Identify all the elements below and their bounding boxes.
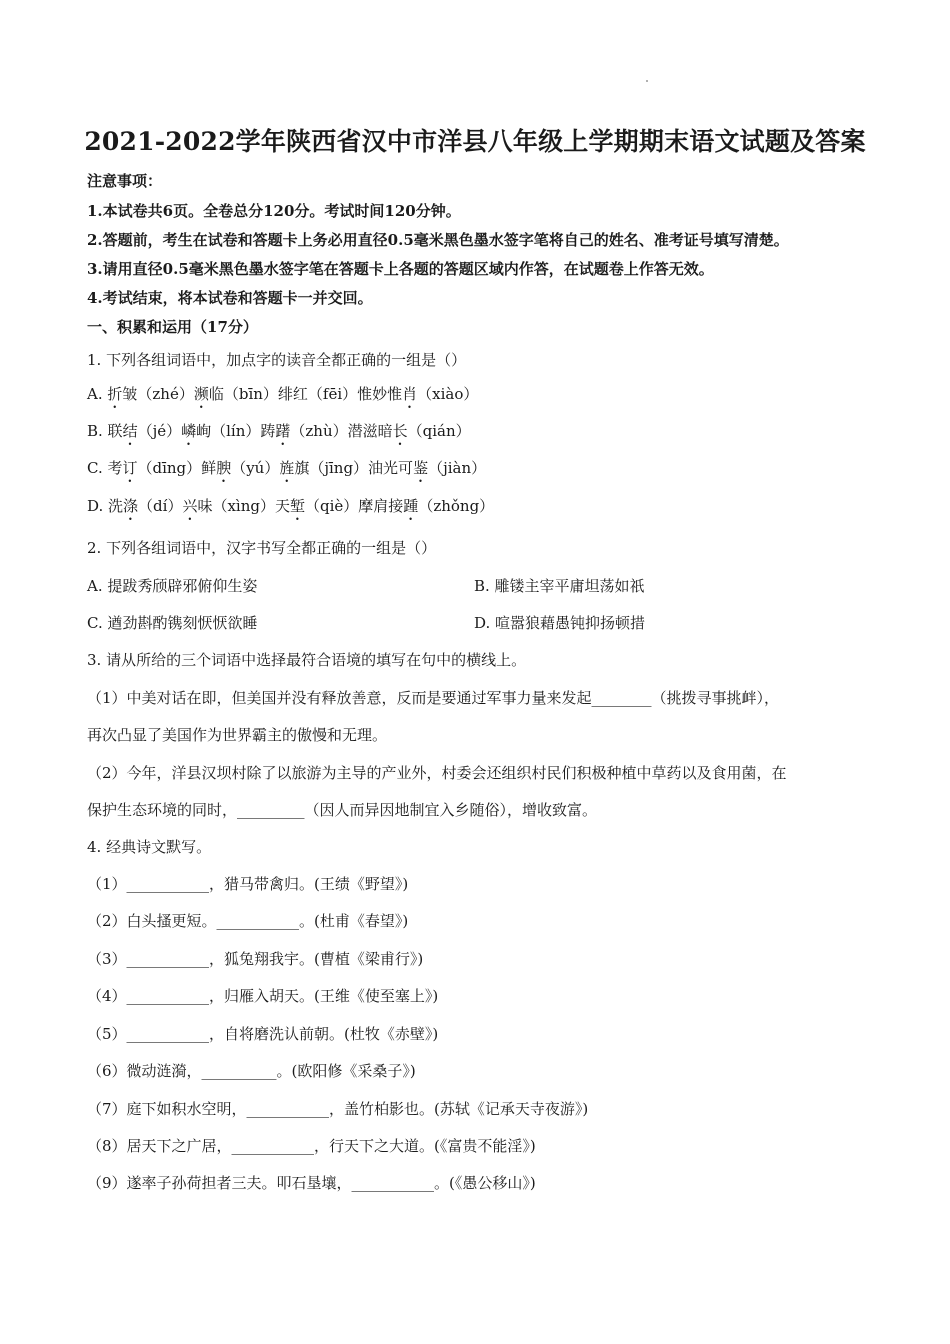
- question-1-option-a: A. 折皱（zhé）濒临（bīn）绯红（fēi）惟妙惟肖（xiào）: [87, 385, 479, 403]
- poem-fill-item: （4）___________，归雁入胡天。(王维《使至塞上》): [87, 987, 439, 1005]
- question-3-part-2-continued: 保护生态环境的同时，_________（因人而异因地制宜入乡随俗），增收致富。: [87, 801, 598, 819]
- question-2-option-c: C. 遒劲斟酌镌刻恹恹欲睡: [87, 614, 258, 632]
- notice-item: 3.请用直径0.5毫米黑色墨水签字笔在答题卡上各题的答题区域内作答，在试题卷上作答无效。: [87, 260, 714, 278]
- poem-fill-item: （7）庭下如积水空明，___________，盖竹柏影也。(苏轼《记承天寺夜游》): [87, 1100, 589, 1118]
- question-3-part-1-continued: 再次凸显了美国作为世界霸主的傲慢和无理。: [87, 726, 388, 744]
- poem-fill-item: （6）微动涟漪，__________。(欧阳修《采桑子》): [87, 1062, 416, 1080]
- question-3-stem: 3. 请从所给的三个词语中选择最符合语境的填写在句中的横线上。: [87, 651, 527, 669]
- question-3-part-2: （2）今年，洋县汉坝村除了以旅游为主导的产业外，村委会还组织村民们积极种植中草药以及食用菌，在: [87, 764, 787, 782]
- section-heading: 一、积累和运用（17分）: [87, 318, 258, 336]
- question-2-option-b: B. 雕镂主宰平庸坦荡如祇: [474, 577, 645, 595]
- scan-speck: [646, 80, 648, 82]
- notice-item: 1.本试卷共6页。全卷总分120分。考试时间120分钟。: [87, 202, 461, 220]
- poem-fill-item: （3）___________，狐兔翔我宇。(曹植《梁甫行》): [87, 950, 424, 968]
- poem-fill-item: （1）___________，猎马带禽归。(王绩《野望》): [87, 875, 409, 893]
- poem-fill-item: （8）居天下之广居，___________，行天下之大道。(《富贵不能淫》): [87, 1137, 536, 1155]
- poem-fill-item: （5）___________，自将磨洗认前朝。(杜牧《赤壁》): [87, 1025, 439, 1043]
- question-1-option-d: D. 洗涤（dí）兴味（xìng）天堑（qiè）摩肩接踵（zhǒng）: [87, 497, 495, 515]
- poem-fill-item: （9）遂率子孙荷担者三夫。叩石垦壤，___________。(《愚公移山》): [87, 1174, 536, 1192]
- question-3-part-1: （1）中美对话在即，但美国并没有释放善意，反而是要通过军事力量来发起________（挑拨寻事挑衅），: [87, 689, 780, 707]
- page-title: 2021-2022学年陕西省汉中市洋县八年级上学期期末语文试题及答案: [84, 127, 866, 156]
- notice-item: 4.考试结束，将本试卷和答题卡一并交回。: [87, 289, 373, 307]
- question-1-stem: 1. 下列各组词语中，加点字的读音全都正确的一组是（）: [87, 351, 467, 369]
- notice-heading: 注意事项：: [87, 172, 163, 190]
- question-1-option-b: B. 联结（jé）嶙峋（lín）踌躇（zhù）潜滋暗长（qián）: [87, 422, 471, 440]
- question-2-option-a: A. 提跋秀颀辟邪俯仰生姿: [87, 577, 258, 595]
- question-4-stem: 4. 经典诗文默写。: [87, 838, 212, 856]
- question-2-stem: 2. 下列各组词语中，汉字书写全都正确的一组是（）: [87, 539, 437, 557]
- question-2-option-d: D. 喧嚣狼藉愚钝抑扬顿措: [474, 614, 646, 632]
- question-1-option-c: C. 考订（dīng）鲜腴（yú）旌旗（jīng）油光可鉴（jiàn）: [87, 459, 487, 477]
- notice-item: 2.答题前，考生在试卷和答题卡上务必用直径0.5毫米黑色墨水签字笔将自己的姓名、准考证号填写清楚。: [87, 231, 789, 249]
- poem-fill-item: （2）白头搔更短。___________。(杜甫《春望》): [87, 912, 409, 930]
